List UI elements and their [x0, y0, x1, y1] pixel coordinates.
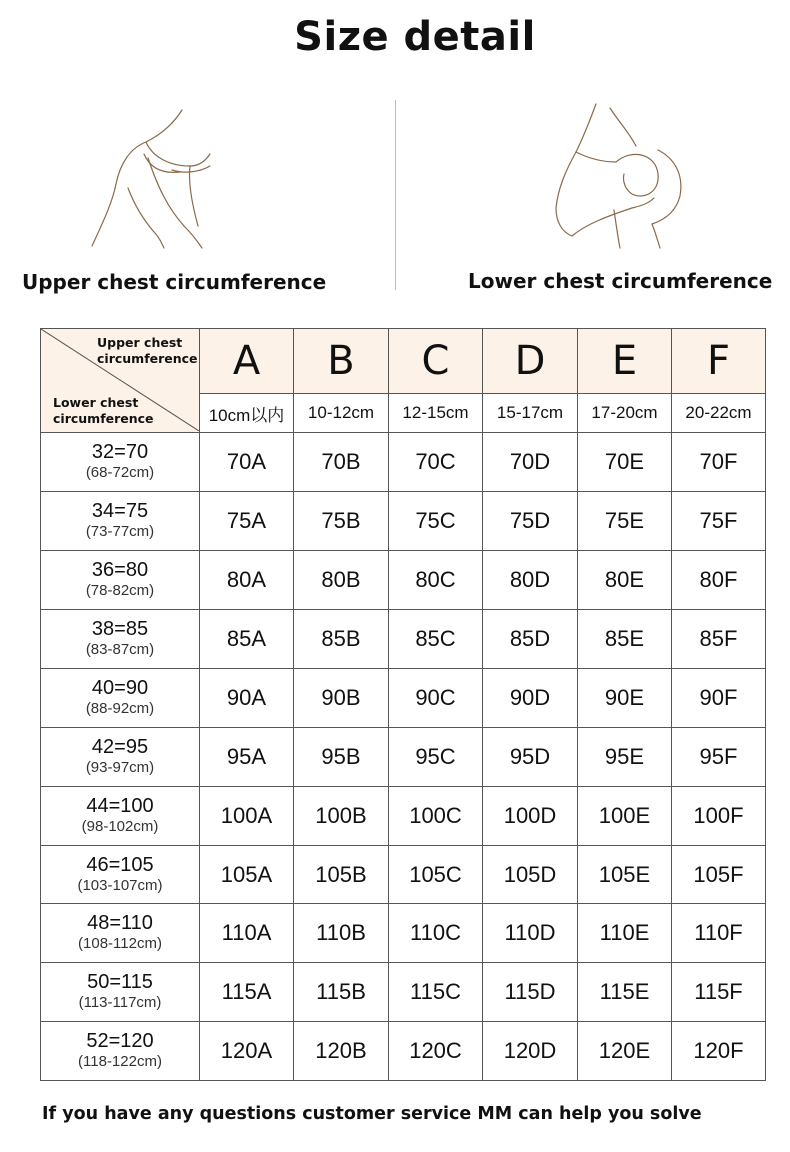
size-cell: 110D: [483, 904, 578, 963]
cup-letter: B: [294, 329, 389, 394]
band-size-label: 34=75: [91, 500, 149, 522]
table-row: [41, 728, 766, 787]
size-cell: 105A: [200, 846, 294, 904]
cup-letter: F: [672, 329, 766, 394]
size-cell: 85E: [578, 610, 672, 669]
size-cell: 110F: [672, 904, 766, 963]
size-cell: 75A: [200, 492, 294, 551]
upper-chest-caption: Upper chest circumference: [22, 270, 327, 294]
cup-letter: A: [200, 329, 294, 394]
band-size-range: (88-92cm): [85, 700, 155, 717]
size-cell: 95B: [294, 728, 389, 787]
size-cell: 115A: [200, 963, 294, 1022]
table-row: [41, 787, 766, 846]
size-cell: 90B: [294, 669, 389, 728]
size-cell: 120E: [578, 1022, 672, 1081]
size-cell: 80F: [672, 551, 766, 610]
size-cell: 120C: [389, 1022, 483, 1081]
size-cell: 85A: [200, 610, 294, 669]
size-cell: 100F: [672, 787, 766, 846]
cup-range: 10cm以内: [200, 394, 294, 433]
corner-lower-label: Lower chest circumference: [53, 395, 154, 426]
size-cell: 80C: [389, 551, 483, 610]
band-size-cell: [41, 492, 200, 551]
size-cell: 100B: [294, 787, 389, 846]
band-size-label: 36=80: [91, 559, 149, 581]
table-row: [41, 610, 766, 669]
band-size-cell: [41, 787, 200, 846]
size-cell: 95C: [389, 728, 483, 787]
band-size-cell: [41, 904, 200, 963]
table-row: [41, 904, 766, 963]
size-cell: 90E: [578, 669, 672, 728]
upper-chest-illustration: [88, 108, 218, 250]
size-cell: 105D: [483, 846, 578, 904]
size-cell: 80E: [578, 551, 672, 610]
size-cell: 85D: [483, 610, 578, 669]
size-cell: 110A: [200, 904, 294, 963]
size-cell: 110C: [389, 904, 483, 963]
table-row: [41, 551, 766, 610]
size-chart-table: [40, 328, 766, 1081]
size-cell: 120B: [294, 1022, 389, 1081]
size-cell: 90F: [672, 669, 766, 728]
size-cell: 70E: [578, 433, 672, 492]
band-size-range: (83-87cm): [85, 641, 155, 658]
size-cell: 70C: [389, 433, 483, 492]
size-cell: 110E: [578, 904, 672, 963]
size-cell: 95F: [672, 728, 766, 787]
band-size-cell: [41, 1022, 200, 1081]
size-cell: 100D: [483, 787, 578, 846]
size-cell: 95D: [483, 728, 578, 787]
band-size-cell: [41, 610, 200, 669]
size-cell: 100C: [389, 787, 483, 846]
size-cell: 80A: [200, 551, 294, 610]
size-cell: 80D: [483, 551, 578, 610]
corner-upper-label: Upper chest circumference: [97, 335, 198, 366]
size-cell: 90D: [483, 669, 578, 728]
page-title: Size detail: [294, 14, 536, 60]
size-cell: 120D: [483, 1022, 578, 1081]
size-cell: 70F: [672, 433, 766, 492]
size-cell: 85F: [672, 610, 766, 669]
size-cell: 75F: [672, 492, 766, 551]
size-cell: 70A: [200, 433, 294, 492]
size-cell: 90C: [389, 669, 483, 728]
size-cell: 115E: [578, 963, 672, 1022]
table-corner-header: [41, 329, 200, 433]
size-cell: 115F: [672, 963, 766, 1022]
size-cell: 75C: [389, 492, 483, 551]
table-row: [41, 492, 766, 551]
lower-chest-illustration: [552, 100, 692, 250]
size-cell: 85B: [294, 610, 389, 669]
cup-letter: C: [389, 329, 483, 394]
band-size-label: 48=110: [87, 912, 153, 934]
size-cell: 100E: [578, 787, 672, 846]
cup-range: 12-15cm: [389, 394, 483, 433]
band-size-range: (108-112cm): [78, 935, 162, 952]
size-cell: 75E: [578, 492, 672, 551]
size-cell: 95E: [578, 728, 672, 787]
table-row: [41, 963, 766, 1022]
table-row: [41, 433, 766, 492]
size-cell: 120A: [200, 1022, 294, 1081]
size-cell: 75D: [483, 492, 578, 551]
size-cell: 105F: [672, 846, 766, 904]
size-cell: 115B: [294, 963, 389, 1022]
band-size-label: 40=90: [91, 677, 149, 699]
size-cell: 70D: [483, 433, 578, 492]
size-cell: 90A: [200, 669, 294, 728]
band-size-range: (113-117cm): [78, 994, 162, 1011]
size-cell: 75B: [294, 492, 389, 551]
cup-range: 15-17cm: [483, 394, 578, 433]
cup-range: 10-12cm: [294, 394, 389, 433]
size-cell: 110B: [294, 904, 389, 963]
band-size-range: (118-122cm): [78, 1053, 162, 1070]
band-size-range: (103-107cm): [77, 876, 163, 894]
table-row: [41, 846, 766, 904]
cup-range: 20-22cm: [672, 394, 766, 433]
size-cell: 120F: [672, 1022, 766, 1081]
band-size-label: 44=100: [86, 795, 154, 817]
cup-letter: E: [578, 329, 672, 394]
band-size-cell: [41, 551, 200, 610]
band-size-label: 42=95: [91, 736, 149, 758]
band-size-cell: [41, 669, 200, 728]
table-row: [41, 1022, 766, 1081]
band-size-label: 50=115: [87, 971, 153, 993]
size-cell: 95A: [200, 728, 294, 787]
band-size-cell: [41, 433, 200, 492]
band-size-range: (73-77cm): [85, 523, 155, 540]
band-size-range: (78-82cm): [85, 582, 155, 599]
band-size-range: (98-102cm): [81, 818, 159, 835]
size-cell: 105E: [578, 846, 672, 904]
size-cell: 100A: [200, 787, 294, 846]
band-size-label: 52=120: [86, 1030, 154, 1052]
band-size-cell: [41, 846, 200, 904]
size-cell: 70B: [294, 433, 389, 492]
size-cell: 115D: [483, 963, 578, 1022]
lower-chest-caption: Lower chest circumference: [468, 269, 773, 293]
section-divider: [395, 100, 396, 290]
cup-letter: D: [483, 329, 578, 394]
band-size-range: (93-97cm): [85, 759, 155, 776]
size-cell: 105C: [389, 846, 483, 904]
footer-note: If you have any questions customer service MM can help you solve: [42, 1104, 702, 1124]
band-size-range: (68-72cm): [85, 464, 155, 481]
band-size-label: 46=105: [86, 853, 154, 876]
size-cell: 105B: [294, 846, 389, 904]
table-row: [41, 669, 766, 728]
cup-range: 17-20cm: [578, 394, 672, 433]
band-size-cell: [41, 728, 200, 787]
size-cell: 115C: [389, 963, 483, 1022]
band-size-label: 38=85: [91, 618, 149, 640]
band-size-cell: [41, 963, 200, 1022]
size-cell: 80B: [294, 551, 389, 610]
band-size-label: 32=70: [91, 441, 149, 463]
size-cell: 85C: [389, 610, 483, 669]
